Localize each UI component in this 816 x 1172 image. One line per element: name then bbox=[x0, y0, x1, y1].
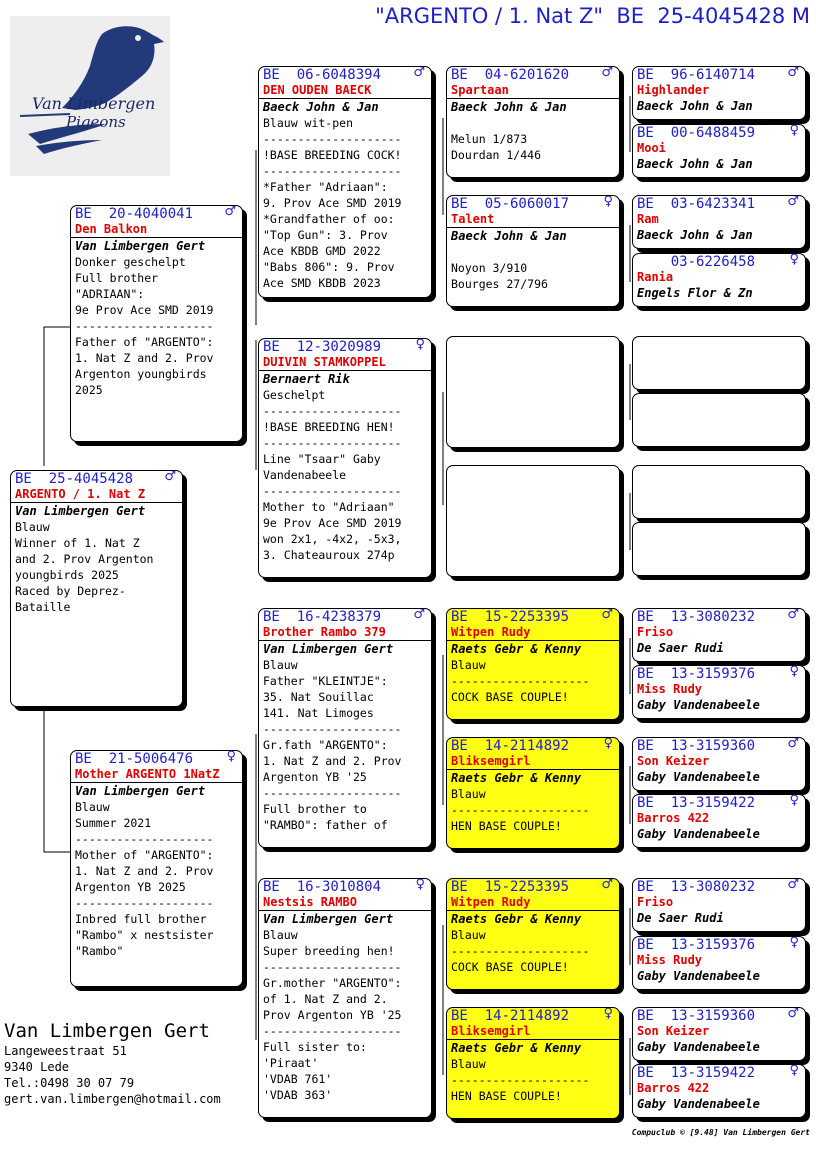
ring-number: BE 03-6423341 bbox=[637, 196, 756, 212]
pedigree-note-line: "Top Gun": 3. Prov bbox=[263, 228, 388, 242]
breeder-name: Van Limbergen Gert bbox=[263, 912, 394, 926]
pedigree-note-line: HEN BASE COUPLE! bbox=[451, 1089, 562, 1103]
sex-symbol-icon: ♂ bbox=[413, 66, 425, 80]
sex-symbol-icon: ♀ bbox=[789, 253, 799, 267]
breeder-name: Bernaert Rik bbox=[263, 372, 350, 386]
pedigree-card-mfm bbox=[446, 737, 620, 849]
ring-number: BE 16-4238379 bbox=[263, 609, 382, 625]
sex-symbol-icon: ♂ bbox=[164, 470, 176, 484]
ring-number: BE 00-6488459 bbox=[637, 125, 756, 141]
card-header bbox=[633, 1065, 805, 1081]
ring-number: BE 15-2253395 bbox=[451, 879, 570, 895]
pedigree-note-line: Summer 2021 bbox=[75, 816, 152, 830]
breeder-name: Van Limbergen Gert bbox=[75, 239, 206, 253]
empty-pedigree-card bbox=[632, 522, 806, 576]
breeder-name: Gaby Vandenabeele bbox=[637, 770, 760, 784]
pedigree-note-line: 1. Nat Z and 2. Prov bbox=[75, 351, 214, 365]
pedigree-card-g4-1 bbox=[632, 66, 806, 120]
card-header bbox=[633, 254, 805, 270]
pedigree-card-g4-15 bbox=[632, 1007, 806, 1061]
pedigree-note-line: Dourdan 1/446 bbox=[451, 148, 542, 162]
breeder-name: De Saer Rudi bbox=[637, 641, 724, 655]
sex-symbol-icon: ♂ bbox=[787, 66, 799, 80]
pedigree-note-line: youngbirds 2025 bbox=[15, 568, 119, 582]
pedigree-note-line: -------------------- bbox=[263, 786, 402, 800]
pigeon-name: Barros 422 bbox=[637, 811, 710, 825]
pedigree-note-line: Winner of 1. Nat Z bbox=[15, 536, 140, 550]
card-header bbox=[71, 206, 242, 222]
pigeon-name: Friso bbox=[637, 895, 674, 909]
ring-number: BE 13-3159422 bbox=[637, 1065, 756, 1081]
pigeon-name: Brother Rambo 379 bbox=[259, 625, 431, 641]
pedigree-note-line: Raced by Deprez- bbox=[15, 584, 126, 598]
pedigree-card-ffm bbox=[446, 195, 620, 307]
pedigree-note-line: Ace SMD KBDB 2023 bbox=[263, 276, 381, 290]
pedigree-note-line: 35. Nat Souillac bbox=[263, 690, 374, 704]
pedigree-note-line: Blauw bbox=[263, 658, 298, 672]
breeder-name: Raets Gebr & Kenny bbox=[451, 912, 582, 926]
pedigree-note-line: Argenton YB 2025 bbox=[75, 880, 186, 894]
pedigree-card-mff bbox=[446, 608, 620, 720]
empty-pedigree-card bbox=[632, 393, 806, 447]
ring-number: BE 15-2253395 bbox=[451, 609, 570, 625]
card-header bbox=[633, 795, 805, 811]
pigeon-name: Highlander bbox=[637, 83, 710, 97]
pedigree-note-line: COCK BASE COUPLE! bbox=[451, 960, 569, 974]
pedigree-card-g4-10 bbox=[632, 665, 806, 719]
pedigree-note-line: Blauw bbox=[451, 1057, 486, 1071]
pedigree-card-m bbox=[70, 750, 243, 987]
breeder-name: Engels Flor & Zn bbox=[637, 286, 753, 300]
breeder-name: Raets Gebr & Kenny bbox=[451, 1041, 582, 1055]
pedigree-card-g0 bbox=[10, 470, 183, 707]
pedigree-note-line bbox=[447, 115, 619, 131]
pedigree-note-line: Blauw bbox=[451, 928, 486, 942]
pedigree-note-line: Gr.fath "ARGENTO": bbox=[263, 738, 388, 752]
empty-pedigree-card bbox=[632, 465, 806, 519]
pedigree-note-line: 2025 bbox=[75, 383, 103, 397]
pedigree-note-line: -------------------- bbox=[263, 132, 402, 146]
sex-symbol-icon: ♀ bbox=[603, 1007, 613, 1021]
pedigree-note-line: Donker geschelpt bbox=[75, 255, 186, 269]
empty-pedigree-card bbox=[446, 336, 620, 448]
pedigree-note-line: Vandenabeele bbox=[263, 468, 347, 482]
pedigree-note-line: -------------------- bbox=[451, 1073, 590, 1087]
ring-number: BE 96-6140714 bbox=[637, 67, 756, 83]
pedigree-card-g4-13 bbox=[632, 878, 806, 932]
sex-symbol-icon: ♀ bbox=[226, 750, 236, 764]
pedigree-note-line: Gr.mother "ARGENTO": bbox=[263, 976, 402, 990]
pedigree-note-line: 9e Prov Ace SMD 2019 bbox=[263, 516, 402, 530]
ring-number: BE 04-6201620 bbox=[451, 67, 570, 83]
pedigree-note-line: Mother of "ARGENTO": bbox=[75, 848, 214, 862]
owner-name: Van Limbergen Gert bbox=[4, 1020, 210, 1042]
card-header bbox=[633, 609, 805, 625]
card-header bbox=[259, 879, 431, 895]
breeder-name: Raets Gebr & Kenny bbox=[451, 642, 582, 656]
pedigree-note-line: of 1. Nat Z and 2. bbox=[263, 992, 388, 1006]
pigeon-name: Witpen Rudy bbox=[447, 895, 619, 911]
pedigree-note-line bbox=[447, 244, 619, 260]
card-header bbox=[633, 937, 805, 953]
ring-number: BE 20-4040041 bbox=[75, 206, 194, 222]
breeder-name: De Saer Rudi bbox=[637, 911, 724, 925]
card-header bbox=[633, 738, 805, 754]
pedigree-note-line: -------------------- bbox=[263, 404, 402, 418]
breeder-name: Van Limbergen Gert bbox=[263, 642, 394, 656]
ring-number: BE 14-2114892 bbox=[451, 1008, 570, 1024]
pigeon-name: Miss Rudy bbox=[637, 953, 703, 967]
pigeon-name: Den Balkon bbox=[71, 222, 242, 238]
owner-street: Langeweestraat 51 bbox=[4, 1044, 127, 1058]
pedigree-note-line: Bataille bbox=[15, 600, 71, 614]
pedigree-note-line: Prov Argenton YB '25 bbox=[263, 1008, 402, 1022]
pigeon-name: Bliksemgirl bbox=[447, 754, 619, 770]
pedigree-note-line: Mother to "Adriaan" bbox=[263, 500, 395, 514]
pedigree-card-mmm bbox=[446, 1007, 620, 1119]
pedigree-card-g4-9 bbox=[632, 608, 806, 662]
card-header bbox=[11, 471, 182, 487]
page-title: "ARGENTO / 1. Nat Z" BE 25-4045428 M bbox=[375, 4, 810, 28]
pedigree-card-g4-11 bbox=[632, 737, 806, 791]
card-header bbox=[447, 738, 619, 754]
sex-symbol-icon: ♂ bbox=[787, 608, 799, 622]
card-header bbox=[633, 879, 805, 895]
pedigree-note-line: Blauw bbox=[451, 787, 486, 801]
pigeon-name: ARGENTO / 1. Nat Z bbox=[11, 487, 182, 503]
empty-pedigree-card bbox=[632, 336, 806, 390]
sex-symbol-icon: ♂ bbox=[224, 205, 236, 219]
pedigree-note-line: *Grandfather of oo: bbox=[263, 212, 395, 226]
sex-symbol-icon: ♂ bbox=[787, 878, 799, 892]
pedigree-note-line: Ace KBDB GMD 2022 bbox=[263, 244, 381, 258]
pedigree-note-line: Father "KLEINTJE": bbox=[263, 674, 388, 688]
card-header bbox=[259, 339, 431, 355]
card-header bbox=[71, 751, 242, 767]
pedigree-note-line: 1. Nat Z and 2. Prov bbox=[263, 754, 402, 768]
pedigree-note-line: 'Piraat' bbox=[263, 1056, 319, 1070]
pedigree-note-line: 1. Nat Z and 2. Prov bbox=[75, 864, 214, 878]
pedigree-card-g4-12 bbox=[632, 794, 806, 848]
pedigree-card-mm bbox=[258, 878, 432, 1118]
pedigree-note-line: 'VDAB 363' bbox=[263, 1088, 333, 1102]
ring-number: BE 12-3020989 bbox=[263, 339, 382, 355]
pedigree-card-fm bbox=[258, 338, 432, 578]
pedigree-note-line: -------------------- bbox=[263, 960, 402, 974]
pedigree-note-line: and 2. Prov Argenton bbox=[15, 552, 154, 566]
pedigree-note-line: *Father "Adriaan": bbox=[263, 180, 388, 194]
pedigree-note-line: -------------------- bbox=[451, 674, 590, 688]
card-header bbox=[447, 196, 619, 212]
sex-symbol-icon: ♂ bbox=[413, 608, 425, 622]
pigeon-name: Talent bbox=[447, 212, 619, 228]
pedigree-note-line: COCK BASE COUPLE! bbox=[451, 690, 569, 704]
sex-symbol-icon: ♂ bbox=[787, 195, 799, 209]
ring-number: BE 21-5006476 bbox=[75, 751, 194, 767]
ring-number: BE 06-6048394 bbox=[263, 67, 382, 83]
owner-phone: Tel.:0498 30 07 79 bbox=[4, 1076, 135, 1090]
pedigree-note-line: !BASE BREEDING COCK! bbox=[263, 148, 402, 162]
pedigree-note-line: Blauw wit-pen bbox=[263, 116, 354, 130]
pedigree-note-line: HEN BASE COUPLE! bbox=[451, 819, 562, 833]
pedigree-card-ff bbox=[258, 66, 432, 298]
breeder-name: Gaby Vandenabeele bbox=[637, 969, 760, 983]
pedigree-note-line: Full brother to bbox=[263, 802, 367, 816]
breeder-name: Raets Gebr & Kenny bbox=[451, 771, 582, 785]
pedigree-card-mf bbox=[258, 608, 432, 848]
pigeon-name: Son Keizer bbox=[637, 1024, 710, 1038]
sex-symbol-icon: ♀ bbox=[415, 878, 425, 892]
breeder-name: Baeck John & Jan bbox=[263, 100, 379, 114]
owner-email: gert.van.limbergen@hotmail.com bbox=[4, 1092, 221, 1106]
pedigree-note-line: -------------------- bbox=[75, 896, 214, 910]
pedigree-note-line: Father of "ARGENTO": bbox=[75, 335, 214, 349]
pigeon-name: Son Keizer bbox=[637, 754, 710, 768]
ring-number: 03-6226458 bbox=[637, 254, 756, 270]
pedigree-note-line: Blauw bbox=[15, 520, 50, 534]
sex-symbol-icon: ♀ bbox=[789, 1064, 799, 1078]
pigeon-name: DEN OUDEN BAECK bbox=[259, 83, 431, 99]
sex-symbol-icon: ♀ bbox=[789, 124, 799, 138]
sex-symbol-icon: ♂ bbox=[601, 608, 613, 622]
pedigree-note-line: -------------------- bbox=[451, 944, 590, 958]
pigeon-name: Ram bbox=[637, 212, 659, 226]
pedigree-note-line: -------------------- bbox=[263, 722, 402, 736]
pedigree-note-line: 141. Nat Limoges bbox=[263, 706, 374, 720]
ring-number: BE 13-3080232 bbox=[637, 879, 756, 895]
pedigree-note-line: -------------------- bbox=[263, 1024, 402, 1038]
sex-symbol-icon: ♀ bbox=[603, 195, 613, 209]
breeder-name: Baeck John & Jan bbox=[451, 100, 567, 114]
pedigree-note-line: 'VDAB 761' bbox=[263, 1072, 333, 1086]
card-header bbox=[447, 1008, 619, 1024]
pedigree-note-line: -------------------- bbox=[75, 832, 214, 846]
sex-symbol-icon: ♂ bbox=[601, 66, 613, 80]
ring-number: BE 05-6060017 bbox=[451, 196, 570, 212]
card-header bbox=[633, 196, 805, 212]
pedigree-note-line: -------------------- bbox=[263, 484, 402, 498]
ring-number: BE 14-2114892 bbox=[451, 738, 570, 754]
sex-symbol-icon: ♀ bbox=[603, 737, 613, 751]
card-header bbox=[447, 609, 619, 625]
pedigree-note-line: 3. Chateauroux 274p bbox=[263, 548, 395, 562]
pedigree-note-line: "Rambo" bbox=[75, 944, 124, 958]
card-header bbox=[447, 67, 619, 83]
logo-text-line1: Van Limbergen bbox=[32, 94, 156, 113]
pedigree-note-line: Geschelpt bbox=[263, 388, 326, 402]
pedigree-note-line: Blauw bbox=[263, 928, 298, 942]
card-header bbox=[633, 1008, 805, 1024]
breeder-name: Baeck John & Jan bbox=[637, 157, 753, 171]
pedigree-note-line: -------------------- bbox=[263, 164, 402, 178]
breeder-name: Baeck John & Jan bbox=[451, 229, 567, 243]
pedigree-note-line: Super breeding hen! bbox=[263, 944, 395, 958]
sex-symbol-icon: ♀ bbox=[789, 794, 799, 808]
pedigree-note-line: Melun 1/873 bbox=[451, 132, 528, 146]
sex-symbol-icon: ♀ bbox=[789, 936, 799, 950]
breeder-name: Gaby Vandenabeele bbox=[637, 1040, 760, 1054]
breeder-name: Baeck John & Jan bbox=[637, 228, 753, 242]
pedigree-note-line: Inbred full brother bbox=[75, 912, 207, 926]
pedigree-card-g4-16 bbox=[632, 1064, 806, 1118]
pedigree-note-line: Argenton YB '25 bbox=[263, 770, 367, 784]
breeder-name: Baeck John & Jan bbox=[637, 99, 753, 113]
card-header bbox=[259, 609, 431, 625]
pigeon-name: Friso bbox=[637, 625, 674, 639]
ring-number: BE 16-3010804 bbox=[263, 879, 382, 895]
breeder-name: Van Limbergen Gert bbox=[75, 784, 206, 798]
pedigree-note-line: Line "Tsaar" Gaby bbox=[263, 452, 381, 466]
breeder-name: Gaby Vandenabeele bbox=[637, 827, 760, 841]
breeder-name: Gaby Vandenabeele bbox=[637, 1097, 760, 1111]
ring-number: BE 13-3159360 bbox=[637, 738, 756, 754]
logo-text-line2: Pigeons bbox=[66, 113, 126, 131]
sex-symbol-icon: ♂ bbox=[601, 878, 613, 892]
pedigree-note-line: "Babs 806": 9. Prov bbox=[263, 260, 395, 274]
pedigree-card-f bbox=[70, 205, 243, 442]
pedigree-card-g4-2 bbox=[632, 124, 806, 178]
pedigree-card-mmf bbox=[446, 878, 620, 990]
pedigree-note-line: Bourges 27/796 bbox=[451, 277, 548, 291]
pedigree-note-line: Full brother bbox=[75, 271, 159, 285]
sex-symbol-icon: ♀ bbox=[415, 338, 425, 352]
empty-pedigree-card bbox=[446, 465, 620, 577]
ring-number: BE 13-3080232 bbox=[637, 609, 756, 625]
sex-symbol-icon: ♂ bbox=[787, 1007, 799, 1021]
pigeon-name: Miss Rudy bbox=[637, 682, 703, 696]
pedigree-card-g4-3 bbox=[632, 195, 806, 249]
ring-number: BE 13-3159360 bbox=[637, 1008, 756, 1024]
pigeon-name: Nestsis RAMBO bbox=[259, 895, 431, 911]
pedigree-note-line: Blauw bbox=[451, 658, 486, 672]
card-header bbox=[447, 879, 619, 895]
card-header bbox=[633, 125, 805, 141]
card-header bbox=[259, 67, 431, 83]
pedigree-card-g4-14 bbox=[632, 936, 806, 990]
pigeon-name: Spartaan bbox=[447, 83, 619, 99]
pedigree-note-line: !BASE BREEDING HEN! bbox=[263, 420, 395, 434]
card-header bbox=[633, 67, 805, 83]
ring-number: BE 13-3159376 bbox=[637, 937, 756, 953]
pedigree-note-line: "RAMBO": father of bbox=[263, 818, 388, 832]
pedigree-note-line: Argenton youngbirds bbox=[75, 367, 207, 381]
ring-number: BE 13-3159422 bbox=[637, 795, 756, 811]
pedigree-note-line: 9. Prov Ace SMD 2019 bbox=[263, 196, 402, 210]
pedigree-note-line: "Rambo" x nestsister bbox=[75, 928, 214, 942]
pedigree-note-line: -------------------- bbox=[451, 803, 590, 817]
card-header bbox=[633, 666, 805, 682]
pedigree-note-line: won 2x1, -4x2, -5x3, bbox=[263, 532, 402, 546]
pigeon-name: DUIVIN STAMKOPPEL bbox=[259, 355, 431, 371]
pedigree-card-fff bbox=[446, 66, 620, 178]
owner-city: 9340 Lede bbox=[4, 1060, 70, 1074]
pigeon-name: Mooi bbox=[637, 141, 666, 155]
ring-number: BE 25-4045428 bbox=[15, 471, 134, 487]
pigeon-name: Rania bbox=[637, 270, 674, 284]
pedigree-note-line: -------------------- bbox=[75, 319, 214, 333]
sex-symbol-icon: ♀ bbox=[789, 665, 799, 679]
pigeon-name: Mother ARGENTO 1NatZ bbox=[71, 767, 242, 783]
pedigree-card-g4-4 bbox=[632, 253, 806, 307]
pedigree-note-line: Noyon 3/910 bbox=[451, 261, 528, 275]
pigeon-name: Barros 422 bbox=[637, 1081, 710, 1095]
pedigree-note-line: Full sister to: bbox=[263, 1040, 367, 1054]
ring-number: BE 13-3159376 bbox=[637, 666, 756, 682]
breeder-name: Van Limbergen Gert bbox=[15, 504, 146, 518]
pedigree-note-line: -------------------- bbox=[263, 436, 402, 450]
sex-symbol-icon: ♂ bbox=[787, 737, 799, 751]
footer-credit: Compuclub © [9.48] Van Limbergen Gert bbox=[631, 1128, 810, 1137]
pedigree-note-line: 9e Prov Ace SMD 2019 bbox=[75, 303, 214, 317]
pigeon-name: Bliksemgirl bbox=[447, 1024, 619, 1040]
pigeon-name: Witpen Rudy bbox=[447, 625, 619, 641]
breeder-name: Gaby Vandenabeele bbox=[637, 698, 760, 712]
pedigree-note-line: "ADRIAAN": bbox=[75, 287, 145, 301]
pedigree-note-line: Blauw bbox=[75, 800, 110, 814]
